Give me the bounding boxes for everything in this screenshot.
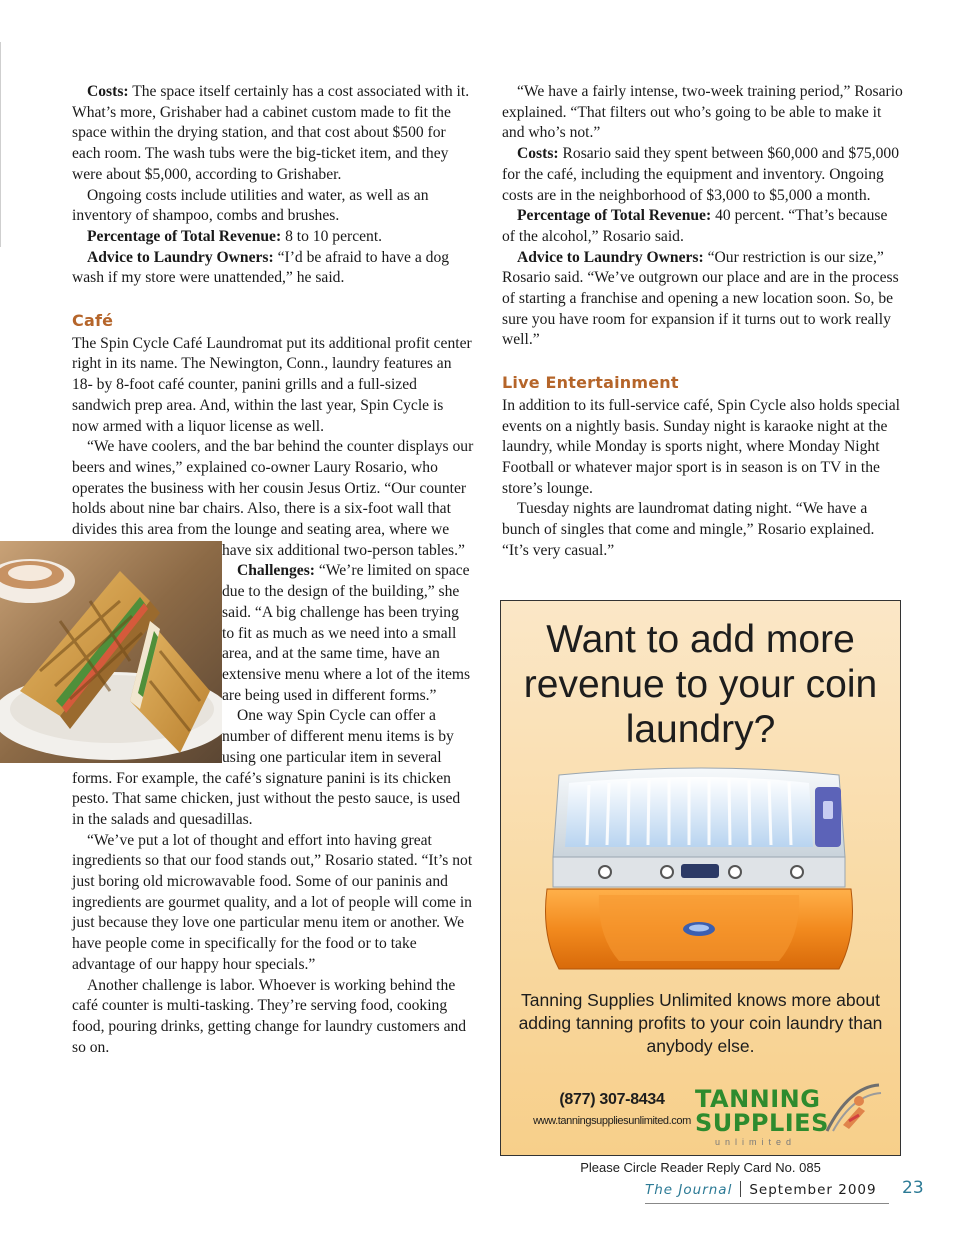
paragraph: Ongoing costs include utilities and water, as well as an inventory of shampoo, combs and brushes. bbox=[72, 186, 429, 225]
paragraph: The Spin Cycle Café Laundromat put its additional profit center right in its name. The Newington, Conn., laundry features an 18- by 8-foot café counter, panini grills and a full-sized sandwich prep area. And, within the last year, Spin Cycle is now armed with a liquor license as well. bbox=[72, 334, 472, 435]
reply-card-note: Please Circle Reader Reply Card No. 085 bbox=[580, 1160, 821, 1175]
paragraph bbox=[502, 206, 904, 247]
run-in-label: Costs: bbox=[517, 145, 559, 163]
panini-photo bbox=[0, 541, 222, 763]
paragraph bbox=[502, 144, 904, 206]
page-edge-rule bbox=[0, 42, 1, 247]
section-heading-live-entertainment: Live Entertainment bbox=[502, 373, 679, 393]
ad-headline: Want to add more revenue to your coin laundry? bbox=[523, 618, 878, 751]
run-in-label: Percentage of Total Revenue: bbox=[517, 207, 712, 225]
tanning-bed-image bbox=[539, 765, 869, 975]
paragraph: “We’ve put a lot of thought and effort into having great ingredients so that our food stands out,” Rosario stated. “It’s not just boring old microwavable food. Some of our paninis and ingredients are gourmet quality, and a lot of people will come in just because they love one particular menu item or another. We have people come in specifically for the food or to take advantage of our happy hour specials.” bbox=[72, 831, 473, 973]
paragraph-text: Rosario said they spent between $60,000 and $75,000 for the café, including the equipment and inventory. Ongoing costs are in the neighborhood of $3,000 to $5,000 a month. bbox=[502, 145, 899, 204]
paragraph: In addition to its full-service café, Spin Cycle also holds special events on a nightly basis. Sunday night is karaoke night at the laundry, while Monday is sports night, where Monday Night Football or whatever major sport is in season is on TV in the store’s lounge. bbox=[502, 396, 900, 497]
paragraph-text: The space itself certainly has a cost associated with it. What’s more, Grishaber had a cabinet custom made to fit the space within the drying station, and that cost about $500 for each room. The wash tubs were the big-ticket item, and they were about $5,000, according to Grishaber. bbox=[72, 83, 470, 183]
panini-illustration bbox=[0, 541, 222, 763]
paragraph: Tuesday nights are laundromat dating night. “We have a bunch of singles that come and mingle,” Rosario explained. “It’s very casual.” bbox=[502, 500, 875, 559]
logo-line-3: unlimited bbox=[715, 1137, 797, 1147]
paragraph bbox=[72, 248, 474, 289]
ad-website-url: www.tanningsuppliesunlimited.com bbox=[533, 1115, 691, 1127]
paragraph bbox=[72, 227, 474, 248]
sun-lounger-icon bbox=[819, 1081, 885, 1137]
paragraph: “We have a fairly intense, two-week training period,” Rosario explained. “That filters out who’s going to be able to make it and who’s not.” bbox=[502, 83, 903, 142]
issue-date: September 2009 bbox=[749, 1182, 877, 1198]
paragraph-text: 8 to 10 percent. bbox=[281, 227, 383, 245]
paragraph-text: “Our restriction is our size,” Rosario said. “We’ve outgrown our place and are in the process of starting a franchise and opening a new location soon. So, be sure you have room for expansion if it turns out to work really well.” bbox=[502, 248, 899, 349]
tanning-supplies-logo bbox=[691, 1081, 891, 1151]
run-in-label: Percentage of Total Revenue: bbox=[87, 227, 282, 245]
footer-rule bbox=[645, 1203, 889, 1204]
logo-line-1: TANNING bbox=[695, 1085, 821, 1113]
ad-phone-number: (877) 307-8434 bbox=[559, 1091, 665, 1108]
tanning-advertisement bbox=[500, 600, 901, 1156]
logo-line-2: SUPPLIES bbox=[695, 1109, 829, 1137]
journal-name: The Journal bbox=[645, 1182, 733, 1198]
paragraph-text: “I’d be afraid to have a dog wash if my store were unattended,” he said. bbox=[72, 248, 450, 287]
paragraph-text: “We’re limited on space due to the design of the building,” she said. “A big challenge has been trying to fit as much as we need into a small area, and at the same time, have an extensive menu where a lot of the items are being used in different forms.” bbox=[222, 562, 471, 704]
paragraph bbox=[72, 82, 474, 186]
run-in-label: Costs: bbox=[87, 83, 129, 100]
page-footer bbox=[645, 1181, 877, 1198]
run-in-label: Advice to Laundry Owners: bbox=[517, 248, 704, 266]
paragraph bbox=[502, 248, 904, 352]
footer-divider bbox=[740, 1181, 741, 1197]
right-column bbox=[502, 82, 904, 561]
paragraph: “We have coolers, and the bar behind the counter displays our beers and wines,” explained co-owner Laury Rosario, who operates the business with her cousin Jesus Ortiz. “Our counter holds about nine bar chairs. Also, there is a six-foot wall that divides this area from the lounge and seating area, where we have six additional two-person tables.” bbox=[72, 438, 474, 559]
paragraph: One way Spin Cycle can offer a number of different menu items is by using one particular item in several forms. For example, the café’s signature panini is its chicken pesto. That same chicken, just without the pesto sauce, is used in the salads and quesadillas. bbox=[72, 707, 461, 828]
paragraph-text: 40 percent. “That’s because of the alcohol,” Rosario said. bbox=[502, 207, 888, 245]
ad-body-text: Tanning Supplies Unlimited knows more about adding tanning profits to your coin laundry than anybody else. bbox=[518, 990, 883, 1056]
section-heading-cafe: Café bbox=[72, 311, 114, 331]
left-column bbox=[72, 82, 474, 1058]
paragraph: Another challenge is labor. Whoever is working behind the café counter is multi-tasking. They’re serving food, cooking food, pouring drinks, getting change for laundry customers and so on. bbox=[72, 976, 467, 1056]
run-in-label: Advice to Laundry Owners: bbox=[87, 248, 274, 266]
page-number: 23 bbox=[902, 1178, 924, 1198]
run-in-label: Challenges: bbox=[237, 562, 315, 580]
